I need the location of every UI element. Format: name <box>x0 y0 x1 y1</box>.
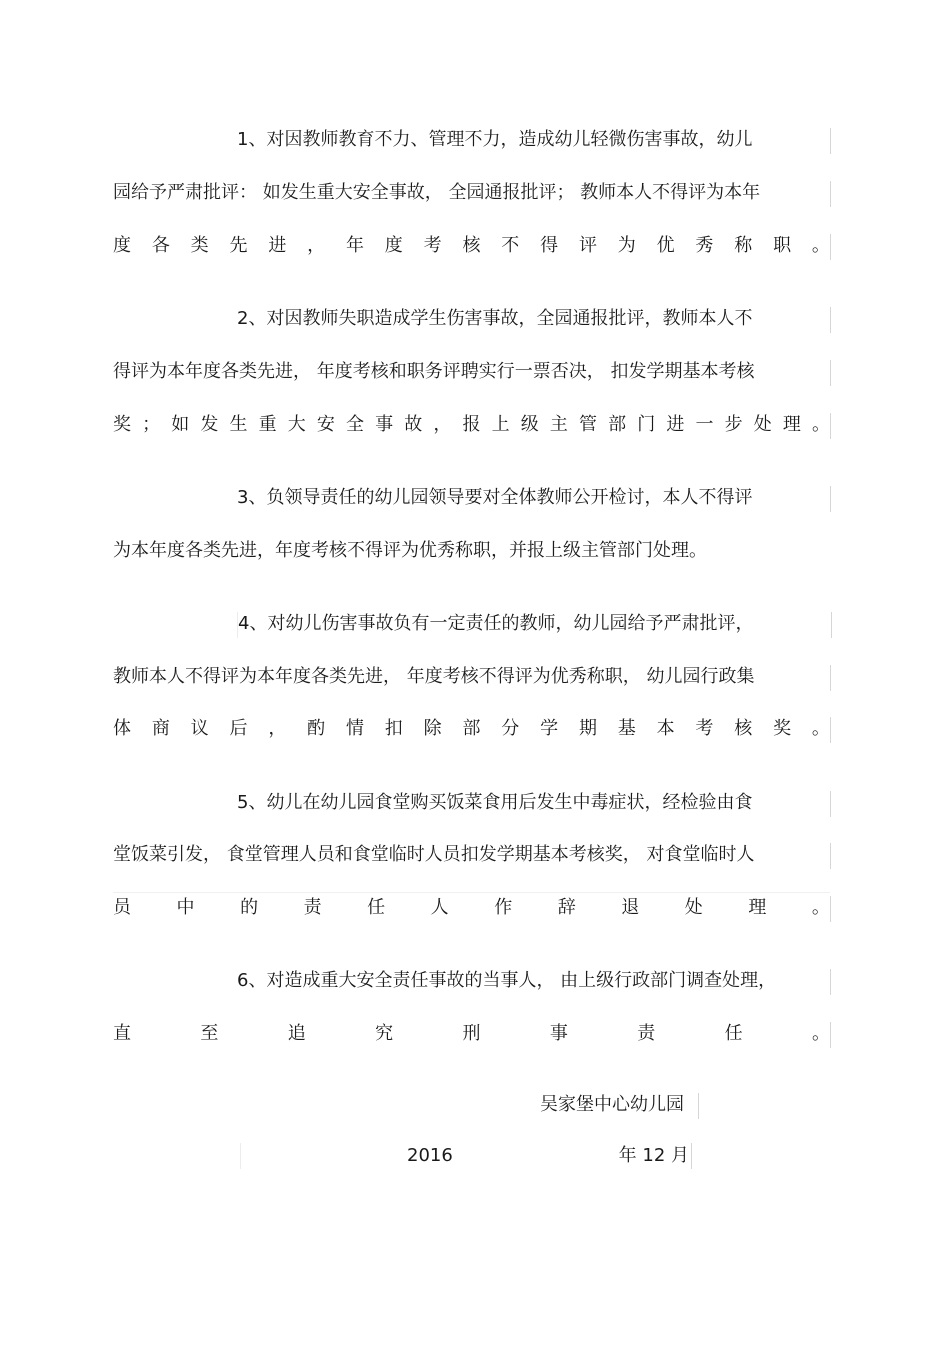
char: 发 <box>200 414 219 435</box>
item-2-line-3 <box>113 413 831 439</box>
char: 情 <box>345 718 364 739</box>
item-1-line-3 <box>113 234 831 260</box>
char: 本 <box>656 718 675 739</box>
item-5-line-1: 5、幼儿在幼儿园食堂购买饭菜食用后发生中毒症状，经检验由食 <box>237 791 831 817</box>
item-1-line-1: 1、对因教师教育不力、管理不力，造成幼儿轻微伤害事故，幼儿 <box>237 128 831 154</box>
item-3-line-1: 3、负领导责任的幼儿园领导要对全体教师公开检讨，本人不得评 <box>237 486 831 512</box>
char: 报 <box>462 414 481 435</box>
char: 理 <box>748 897 767 918</box>
char: 后 <box>229 718 248 739</box>
char: 奖 <box>113 414 131 435</box>
item-2-line-1: 2、对因教师失职造成学生伤害事故，全园通报批评，教师本人不 <box>237 307 831 333</box>
char: 部 <box>462 718 481 739</box>
char: ， <box>268 718 287 739</box>
char: 员 <box>113 897 131 918</box>
char: 优 <box>656 235 675 256</box>
char: 不 <box>501 235 520 256</box>
char: 中 <box>176 897 195 918</box>
char: 。 <box>811 897 830 918</box>
char: 先 <box>229 235 248 256</box>
char: 级 <box>520 414 539 435</box>
char: 主 <box>549 414 568 435</box>
char: 度 <box>113 235 131 256</box>
char: 期 <box>578 718 597 739</box>
char: ； <box>142 414 161 435</box>
item-2-line-2: 得评为本年度各类先进， 年度考核和职务评聘实行一票否决， 扣发学期基本考核 <box>113 360 831 386</box>
char: 辞 <box>557 897 576 918</box>
char: 大 <box>287 414 306 435</box>
char: 责 <box>637 1023 656 1044</box>
char: 分 <box>501 718 520 739</box>
char: 门 <box>637 414 656 435</box>
char: 人 <box>430 897 449 918</box>
char: 步 <box>724 414 743 435</box>
char: 年 <box>345 235 364 256</box>
char: 重 <box>258 414 277 435</box>
signature-year: 2016 <box>407 1145 453 1166</box>
char: 理 <box>782 414 801 435</box>
char: 。 <box>812 1023 830 1044</box>
char: 评 <box>578 235 597 256</box>
char: 职 <box>773 235 792 256</box>
char: 任 <box>367 897 386 918</box>
char: 故 <box>404 414 423 435</box>
char: 。 <box>812 414 830 435</box>
item-6-line-1: 6、对造成重大安全责任事故的当事人， 由上级行政部门调查处理， <box>237 969 831 995</box>
char: 进 <box>666 414 685 435</box>
char: 商 <box>151 718 170 739</box>
char: 学 <box>540 718 559 739</box>
char: 责 <box>303 897 322 918</box>
char: 处 <box>753 414 772 435</box>
char: 扣 <box>384 718 403 739</box>
char: 处 <box>684 897 703 918</box>
char: 究 <box>375 1023 394 1044</box>
char: 任 <box>724 1023 743 1044</box>
char: 核 <box>734 718 753 739</box>
item-4-line-2: 教师本人不得评为本年度各类先进， 年度考核不得评为优秀称职， 幼儿园行政集 <box>113 665 831 691</box>
char: 进 <box>268 235 287 256</box>
char: 一 <box>695 414 714 435</box>
char: 追 <box>287 1023 306 1044</box>
char: 上 <box>491 414 510 435</box>
item-5-line-3 <box>113 896 831 922</box>
item-4-line-1: 4、对幼儿伤害事故负有一定责任的教师，幼儿园给予严肃批评， <box>237 612 832 638</box>
char: 考 <box>695 718 714 739</box>
char: ， <box>433 414 452 435</box>
char: 部 <box>608 414 627 435</box>
char: 得 <box>540 235 559 256</box>
rule-line <box>113 892 830 893</box>
char: 为 <box>617 235 636 256</box>
item-1-line-2: 园给予严肃批评： 如发生重大安全事故， 全园通报批评； 教师本人不得评为本年 <box>113 181 831 207</box>
item-4-line-3 <box>113 717 831 743</box>
char: 安 <box>316 414 335 435</box>
char: 体 <box>113 718 131 739</box>
char: 奖 <box>773 718 792 739</box>
char: 核 <box>462 235 481 256</box>
char: 除 <box>423 718 442 739</box>
char: 事 <box>375 414 394 435</box>
signature-date <box>240 1143 692 1169</box>
item-6-line-3 <box>113 1022 831 1048</box>
item-3-line-2: 为本年度各类先进，年度考核不得评为优秀称职，并报上级主管部门处理。 <box>113 540 707 561</box>
char: 。 <box>811 718 830 739</box>
char: 。 <box>811 235 830 256</box>
char: 生 <box>229 414 248 435</box>
char: 管 <box>579 414 597 435</box>
char: 直 <box>113 1023 131 1044</box>
char: 作 <box>494 897 513 918</box>
char: 基 <box>617 718 636 739</box>
char: 各 <box>151 235 170 256</box>
char: 度 <box>384 235 403 256</box>
item-5-line-2: 堂饭菜引发， 食堂管理人员和食堂临时人员扣发学期基本考核奖， 对食堂临时人 <box>113 843 831 869</box>
char: ， <box>307 235 326 256</box>
char: 称 <box>734 235 753 256</box>
char: 议 <box>190 718 209 739</box>
char: 考 <box>423 235 442 256</box>
char: 至 <box>200 1023 219 1044</box>
char: 全 <box>346 414 364 435</box>
char: 退 <box>621 897 640 918</box>
char: 如 <box>171 414 190 435</box>
char: 类 <box>190 235 209 256</box>
char: 秀 <box>695 235 714 256</box>
signature-month: 年 12 月 <box>618 1145 689 1166</box>
char: 酌 <box>307 718 326 739</box>
char: 事 <box>549 1023 568 1044</box>
char: 刑 <box>462 1023 481 1044</box>
signature-org: 吴家堡中心幼儿园 <box>540 1093 699 1119</box>
char: 的 <box>240 897 259 918</box>
